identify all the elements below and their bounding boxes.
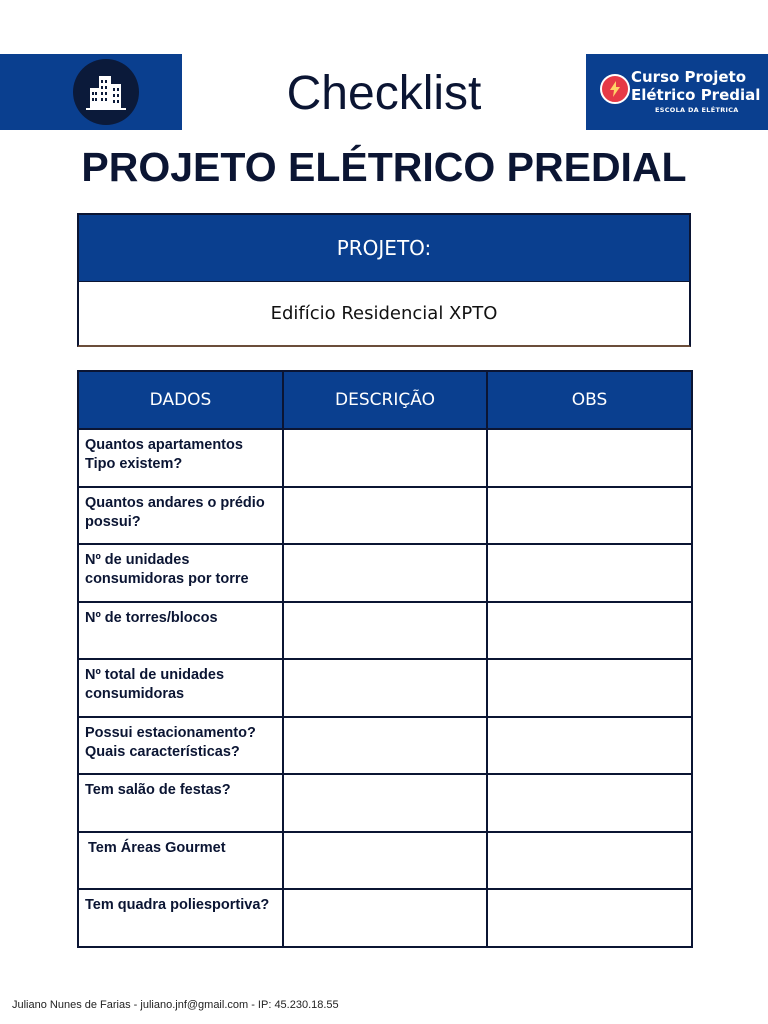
obs-cell[interactable] (487, 659, 692, 717)
description-cell[interactable] (283, 544, 487, 602)
row-question: Quantos andares o prédio possui? (78, 487, 283, 545)
lightning-icon (600, 74, 630, 104)
course-tagline: ESCOLA DA ELÉTRICA (655, 106, 739, 114)
obs-cell[interactable] (487, 429, 692, 487)
row-question: Quantos apartamentos Tipo existem? (78, 429, 283, 487)
description-cell[interactable] (283, 487, 487, 545)
row-question: Nº total de unidades consumidoras (78, 659, 283, 717)
description-cell[interactable] (283, 832, 487, 890)
table-row (78, 659, 692, 717)
table-row (78, 487, 692, 545)
row-question: Possui estacionamento? Quais características? (78, 717, 283, 775)
obs-cell[interactable] (487, 889, 692, 947)
obs-cell[interactable] (487, 717, 692, 775)
obs-cell[interactable] (487, 602, 692, 660)
column-header-descricao: DESCRIÇÃO (283, 371, 487, 429)
row-question: Nº de unidades consumidoras por torre (78, 544, 283, 602)
page-heading: PROJETO ELÉTRICO PREDIAL (81, 144, 687, 190)
course-name-line2: Elétrico Predial (631, 86, 761, 104)
row-question: Tem salão de festas? (78, 774, 283, 832)
row-question: Tem Áreas Gourmet (78, 832, 283, 890)
description-cell[interactable] (283, 889, 487, 947)
description-cell[interactable] (283, 717, 487, 775)
footer-watermark: Juliano Nunes de Farias - juliano.jnf@gmail.com - IP: 45.230.18.55 (12, 999, 339, 1011)
obs-cell[interactable] (487, 774, 692, 832)
obs-cell[interactable] (487, 544, 692, 602)
obs-cell[interactable] (487, 487, 692, 545)
table-header-row (78, 371, 692, 429)
description-cell[interactable] (283, 429, 487, 487)
description-cell[interactable] (283, 774, 487, 832)
table-row (78, 889, 692, 947)
project-label: PROJETO: (79, 215, 689, 281)
column-header-dados: DADOS (78, 371, 283, 429)
table-row (78, 832, 692, 890)
checklist-table (77, 370, 693, 948)
description-cell[interactable] (283, 602, 487, 660)
project-box (77, 213, 691, 347)
table-row (78, 544, 692, 602)
description-cell[interactable] (283, 659, 487, 717)
table-row (78, 774, 692, 832)
table-row (78, 602, 692, 660)
column-header-obs: OBS (487, 371, 692, 429)
row-question: Tem quadra poliesportiva? (78, 889, 283, 947)
document-title: Checklist (286, 67, 482, 120)
project-name: Edifício Residencial XPTO (79, 281, 689, 345)
course-name-line1: Curso Projeto (631, 68, 747, 86)
table-row (78, 429, 692, 487)
table-row (78, 717, 692, 775)
row-question: Nº de torres/blocos (78, 602, 283, 660)
obs-cell[interactable] (487, 832, 692, 890)
